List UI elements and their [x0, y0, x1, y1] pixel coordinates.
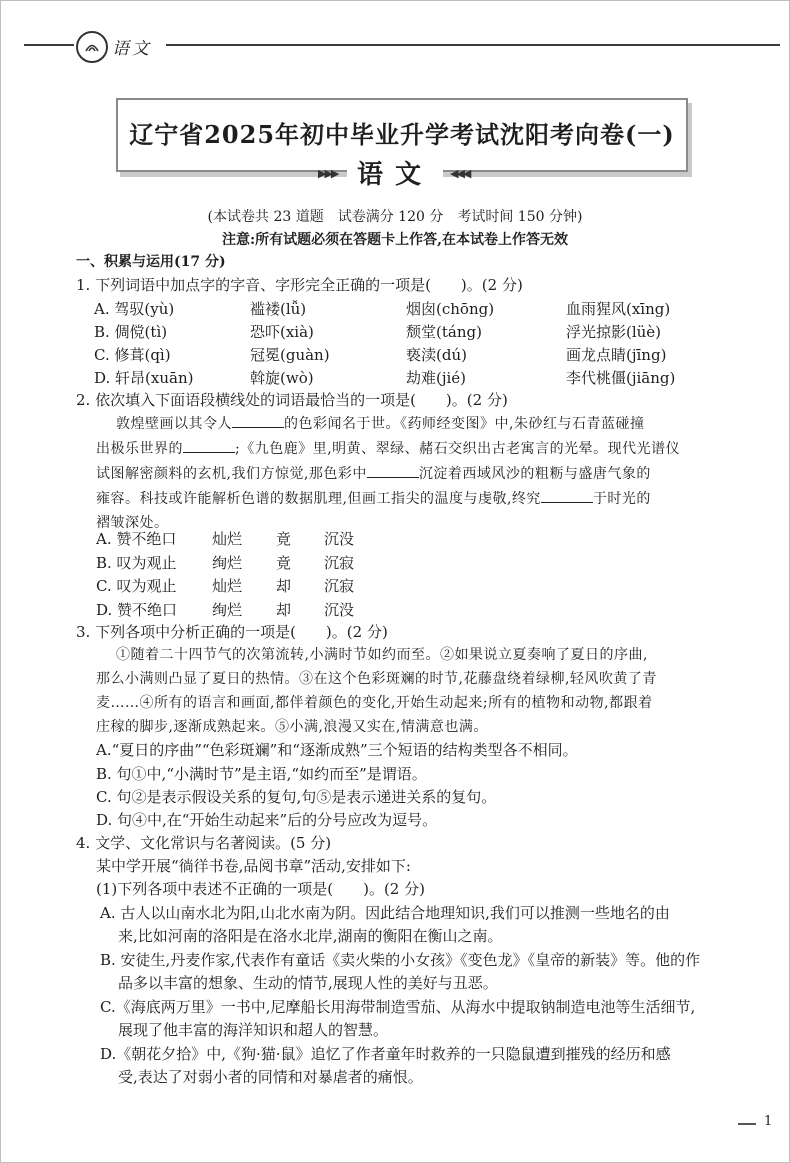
- q3-stem: 3. 下列各项中分析正确的一项是( )。(2 分): [76, 623, 388, 641]
- option-cell: 李代桃僵(jiāng): [566, 369, 676, 387]
- option-cell: 褴褛(lǚ): [250, 300, 307, 318]
- option-cell: 沉没: [324, 600, 355, 619]
- q3-option-c: C. 句②是表示假设关系的复句,句⑤是表示递进关系的复句。: [96, 788, 497, 806]
- option-cell: 绚烂: [212, 600, 243, 619]
- option-cell: A. 赞不绝口: [96, 530, 177, 548]
- q4-stem: 4. 文学、文化常识与名著阅读。(5 分): [76, 834, 332, 852]
- q3-passage-line-4: 庄稼的脚步,逐渐成熟起来。⑤小满,浪漫又实在,情满意也满。: [96, 719, 488, 735]
- q4-line: A. 古人以山南水北为阳,山北水南为阴。因此结合地理知识,我们可以推测一些地名的由: [100, 904, 670, 922]
- q3-passage-line-2: 那么小满则凸显了夏日的热情。③在这个色彩斑斓的时节,花藤盘绕着绿柳,轻风吹黄了青: [96, 671, 657, 687]
- option-cell: D. 轩昂(xuān): [94, 369, 194, 387]
- option-cell: 血雨猩风(xīng): [566, 300, 671, 318]
- option-cell: C. 修葺(qì): [94, 346, 171, 364]
- q2-passage-line-5: 褶皱深处。: [96, 515, 169, 531]
- answer-blank[interactable]: [541, 488, 593, 503]
- subject-logo-icon: [76, 31, 108, 63]
- q4-line: C.《海底两万里》一书中,尼摩船长用海带制造雪茄、从海水中提取钠制造电池等生活细节,: [100, 998, 696, 1016]
- q4-line: 来,比如河南的洛阳是在洛水北岸,湖南的衡阳在衡山之南。: [118, 927, 503, 945]
- option-cell: 浮光掠影(lüè): [566, 323, 662, 341]
- option-cell: 沉没: [324, 530, 355, 548]
- option-cell: 冠冕(guàn): [250, 346, 330, 364]
- right-arrows-icon: ◀◀◀: [450, 167, 470, 180]
- option-cell: B. 叹为观止: [96, 553, 177, 572]
- option-cell: A. 驾驭(yù): [94, 300, 175, 318]
- q3-option-a: A.“夏日的序曲”“色彩斑斓”和“逐渐成熟”三个短语的结构类型各不相同。: [96, 741, 578, 759]
- q4-line: B. 安徒生,丹麦作家,代表作有童话《卖火柴的小女孩》《变色龙》《皇帝的新装》等。他的作: [100, 951, 701, 969]
- q2-passage-line-2: 出极乐世界的 ;《九色鹿》里,明黄、翠绿、赭石交织出古老寓言的光晕。现代光谱仪: [96, 438, 680, 459]
- option-cell: 亵渎(dú): [406, 346, 467, 364]
- q2-passage-line-4: 雍容。科技或许能解析色谱的数据肌理,但画工指尖的温度与虔敬,终究 于时光的: [96, 488, 651, 509]
- answer-blank[interactable]: [367, 463, 419, 478]
- option-cell: D. 赞不绝口: [96, 600, 178, 619]
- option-cell: 竟: [276, 530, 292, 548]
- q4-line: D.《朝花夕拾》中,《狗·猫·鼠》追忆了作者童年时救养的一只隐鼠遭到摧残的经历和感: [100, 1045, 671, 1063]
- section-heading: 一、积累与运用(17 分): [76, 254, 226, 270]
- header-rule-left: [24, 44, 74, 46]
- answer-blank[interactable]: [232, 413, 284, 428]
- option-cell: 沉寂: [324, 577, 355, 595]
- page-number: 1: [764, 1114, 773, 1129]
- q2-passage-line-3: 试图解密颜料的玄机,我们方惊觉,那色彩中 沉淀着西域风沙的粗粝与盛唐气象的: [96, 463, 651, 484]
- q4-sub1-stem: (1)下列各项中表述不正确的一项是( )。(2 分): [96, 880, 425, 898]
- q4-line: 品多以丰富的想象、生动的情节,展现人性的美好与丑恶。: [118, 974, 498, 992]
- q2-passage-line-1: 敦煌壁画以其令人 的色彩闻名于世。《药师经变图》中,朱砂红与石青蓝碰撞: [116, 413, 644, 434]
- header-subject-label: 语文: [112, 39, 152, 59]
- exam-notice: 注意:所有试题必须在答题卡上作答,在本试卷上作答无效: [221, 232, 569, 248]
- option-cell: 竟: [276, 553, 292, 572]
- q2-stem: 2. 依次填入下面语段横线处的词语最恰当的一项是( )。(2 分): [76, 391, 508, 409]
- answer-blank[interactable]: [183, 438, 235, 453]
- page-title: 辽宁省2025年初中毕业升学考试沈阳考向卷(一): [129, 120, 675, 149]
- subject-heading: 语文: [0, 154, 790, 191]
- option-cell: 颓堂(táng): [406, 323, 482, 341]
- exam-info: (本试卷共 23 道题 试卷满分 120 分 考试时间 150 分钟): [207, 209, 583, 225]
- page-number-rule: [738, 1123, 756, 1125]
- q3-option-d: D. 句④中,在“开始生动起来”后的分号应改为逗号。: [96, 811, 438, 829]
- option-cell: 灿烂: [212, 577, 243, 595]
- option-cell: 画龙点睛(jīng): [566, 346, 667, 364]
- option-cell: 烟囱(chōng): [406, 300, 495, 318]
- option-cell: B. 倜傥(tì): [94, 323, 168, 341]
- option-cell: C. 叹为观止: [96, 577, 177, 595]
- q4-line: 受,表达了对弱小者的同情和对暴虐者的痛恨。: [118, 1068, 423, 1086]
- left-arrows-icon: ▶▶▶: [318, 167, 338, 180]
- q4-line: 展现了他丰富的海洋知识和超人的智慧。: [118, 1021, 389, 1039]
- option-cell: 斡旋(wò): [250, 369, 314, 387]
- option-cell: 却: [276, 600, 292, 619]
- q3-option-b: B. 句①中,“小满时节”是主语,“如约而至”是谓语。: [96, 765, 427, 783]
- q4-intro: 某中学开展“徜徉书卷,品阅书章”活动,安排如下:: [96, 857, 411, 875]
- option-cell: 沉寂: [324, 553, 355, 572]
- header-rule-right: [166, 44, 780, 46]
- option-cell: 绚烂: [212, 553, 243, 572]
- q3-passage-line-1: ①随着二十四节气的次第流转,小满时节如约而至。②如果说立夏奏响了夏日的序曲,: [116, 647, 648, 663]
- option-cell: 恐吓(xià): [250, 323, 314, 341]
- option-cell: 劫难(jié): [406, 369, 467, 387]
- option-cell: 却: [276, 577, 292, 595]
- option-cell: 灿烂: [212, 530, 243, 548]
- q1-stem: 1. 下列词语中加点字的字音、字形完全正确的一项是( )。(2 分): [76, 276, 523, 294]
- q3-passage-line-3: 麦……④所有的语言和画面,都伴着颜色的变化,开始生动起来;所有的植物和动物,都跟着: [96, 695, 653, 711]
